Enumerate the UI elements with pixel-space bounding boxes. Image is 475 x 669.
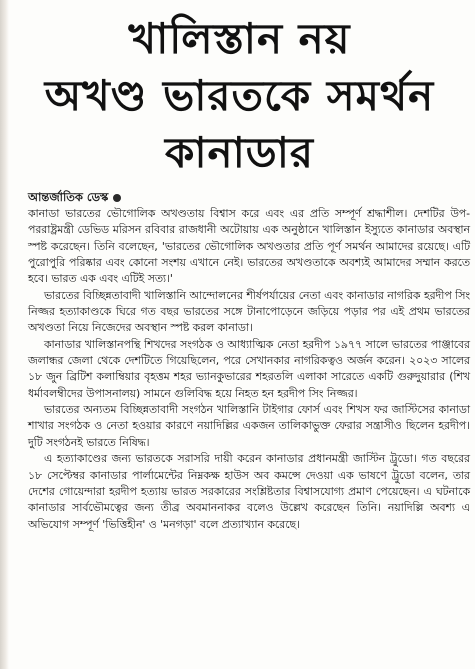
headline-line-2: অখণ্ড ভারতকে সমর্থন — [44, 71, 435, 120]
headline-line-1: খালিস্তান নয় — [128, 14, 351, 63]
byline-text: আন্তর্জাতিক ডেস্ক — [28, 190, 109, 204]
page-edge-shadow — [0, 0, 9, 669]
article-body — [28, 206, 470, 533]
article-paragraph-1: কানাডা ভারতের ভৌগোলিক অখণ্ডতায় বিশ্বাস করে এবং এর প্রতি সম্পূর্ণ শ্রদ্ধাশীল। দেশটির উপ-পররাষ্ট্রমন্ত্রী ডেভিড মরিসন রবিবার রাজধানী অটোয়ায় এক অনুষ্ঠানে খালিস্তান ইস্যুতে কানাডার অবস্থান স্পষ্ট করেছেন। তিনি বলেছেন, 'ভারতের ভৌগোলিক অখণ্ডতার প্রতি পূর্ণ সমর্থন আমাদের রয়েছে। এটি পুরোপুরি পরিষ্কার এবং কোনো সংশয় এখানে নেই। ভারতের অখণ্ডতাকে অবশ্যই আমাদের সম্মান করতে হবে। ভারত এক এবং এটিই সত্য।' — [28, 207, 470, 286]
headline — [12, 10, 467, 181]
headline-line-3: কানাডার — [164, 128, 314, 177]
article-paragraph-3: কানাডার খালিস্তানপন্থি শিখদের সংগঠক ও আধ্যাত্মিক নেতা হরদীপ ১৯৭৭ সালে ভারতের পাঞ্জাবের জলান্ধর জেলা থেকে দেশটিতে গিয়েছিলেন, পরে সেখানকার নাগরিকত্বও অর্জন করেন। ২০২৩ সালের ১৮ জুন ব্রিটিশ কলাম্বিয়ার বৃহত্তম শহর ভ্যানকুভারের শহরতলি এলাকা সারেতে একটি গুরুদুয়ারার (শিখ ধর্মাবলম্বীদের উপাসনালয়) সামনে গুলিবিদ্ধ হয়ে নিহত হন হরদীপ সিং নিজ্জর। — [28, 337, 470, 400]
article-paragraph-2: ভারতের বিচ্ছিন্নতাবাদী খালিস্তানি আন্দোলনের শীর্ষপর্যায়ের নেতা এবং কানাডার নাগরিক হরদীপ সিং নিজ্জর হত্যাকাণ্ডকে ঘিরে গত বছর ভারতের সঙ্গে টানাপোড়েনে জড়িয়ে পড়ার পর এই প্রথম ভারতের অখণ্ডতা নিয়ে নিজেদের অবস্থান স্পষ্ট করল কানাডা। — [28, 288, 470, 335]
article-paragraph-4: ভারতের অন্যতম বিচ্ছিন্নতাবাদী সংগঠন খালিস্তানি টাইগার ফোর্স এবং শিখস ফর জাস্টিসের কানাডা শাখার সংগঠক ও নেতা হওয়ার কারণে নয়াদিল্লির একজন তালিকাভুক্ত ফেরার সন্ত্রাসীও ছিলেন হরদীপ। দুটি সংগঠনই ভারতে নিষিদ্ধ। — [28, 403, 470, 449]
bullet-dot-icon — [113, 194, 121, 202]
article-paragraph-5: এ হত্যাকাণ্ডের জন্য ভারতকে সরাসরি দায়ী করেন কানাডার প্রধানমন্ত্রী জাস্টিন ট্রুডো। গত বছরের ১৮ সেপ্টেম্বর কানাডার পার্লামেন্টের নিম্নকক্ষ হাউস অব কমন্সে দেওয়া এক ভাষণে ট্রুডো বলেন, তার দেশের গোয়েন্দারা হরদীপ হত্যায় ভারত সরকারের সংশ্লিষ্টতার বিশ্বাসযোগ্য প্রমাণ পেয়েছেন। এ ঘটনাকে কানাডার সার্বভৌমত্বের জন্য তীব্র অবমাননাকর বলেও উল্লেখ করেছেন তিনি। নয়াদিল্লি অবশ্য এ অভিযোগ সম্পূর্ণ 'ভিত্তিহীন' ও 'মনগড়া' বলে প্রত্যাখ্যান করেছে। — [28, 452, 470, 531]
